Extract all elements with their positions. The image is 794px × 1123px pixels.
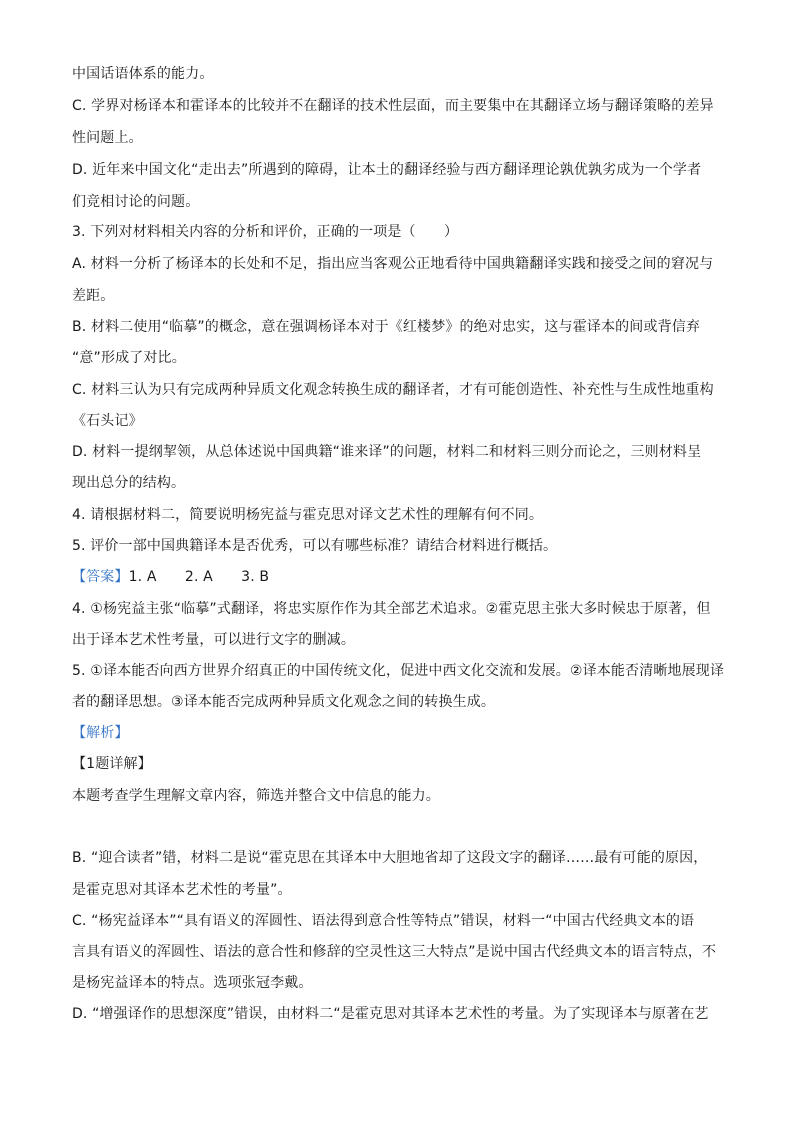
text-line: 差距。 bbox=[72, 288, 115, 304]
option-b-line: B. 材料二使用“临摹”的概念，意在强调杨译本对于《红楼梦》的绝对忠实，这与霍译本的间或背信弃 bbox=[72, 319, 701, 335]
text-line: 性问题上。 bbox=[72, 130, 143, 146]
answer-4-line: 4. ①杨宪益主张“临摹”式翻译，将忠实原作作为其全部艺术追求。②霍克思主张大多时候忠于原著，但 bbox=[72, 601, 711, 617]
text-line: “意”形成了对比。 bbox=[72, 350, 186, 366]
answer-label: 【答案】 bbox=[72, 569, 129, 585]
question-3: 3. 下列对材料相关内容的分析和评价，正确的一项是（ ） bbox=[72, 224, 459, 240]
text-line: 本题考查学生理解文章内容，筛选并整合文中信息的能力。 bbox=[72, 788, 440, 804]
text-line: 们竞相讨论的问题。 bbox=[72, 194, 200, 210]
analysis-b-line: B. “迎合读者”错，材料二是说“霍克思在其译本中大胆地省却了这段文字的翻译……最有可能的原因， bbox=[72, 850, 708, 866]
answer-choices: 1. A 2. A 3. B bbox=[128, 569, 270, 585]
analysis-d-line: D. “增强译作的思想深度”错误，由材料二“是霍克思对其译本艺术性的考量。为了实现译本与原著在艺 bbox=[72, 1006, 709, 1022]
text-line: 《石头记》 bbox=[72, 413, 143, 429]
option-d-line: D. 近年来中国文化“走出去”所遇到的障碍，让本土的翻译经验与西方翻译理论孰优孰劣成为一个学者 bbox=[72, 162, 702, 178]
answer-5-line: 5. ①译本能否向西方世界介绍真正的中国传统文化，促进中西文化交流和发展。②译本能否清晰地展现译 bbox=[72, 663, 725, 679]
option-c-line: C. 学界对杨译本和霍译本的比较并不在翻译的技术性层面，而主要集中在其翻译立场与翻译策略的差异 bbox=[72, 98, 714, 114]
text-line: 出于译本艺术性考量，可以进行文字的删减。 bbox=[72, 632, 355, 648]
text-line: 者的翻译思想。③译本能否完成两种异质文化观念之间的转换生成。 bbox=[72, 694, 496, 710]
text-line: 是杨宪益译本的特点。选项张冠李戴。 bbox=[72, 975, 313, 991]
text-line: 是霍克思对其译本艺术性的考量”。 bbox=[72, 882, 292, 898]
sub-heading: 【1题详解】 bbox=[72, 756, 152, 772]
analysis-c-line: C. “杨宪益译本”“具有语义的浑圆性、语法得到意合性等特点”错误，材料一“中国古代经典文本的语 bbox=[72, 913, 695, 929]
option-a-line: A. 材料一分析了杨译本的长处和不足，指出应当客观公正地看待中国典籍翻译实践和接受之间的窘况与 bbox=[72, 256, 714, 272]
question-5: 5. 评价一部中国典籍译本是否优秀，可以有哪些标准？请结合材料进行概括。 bbox=[72, 538, 558, 554]
text-line: 言具有语义的浑圆性、语法的意合性和修辞的空灵性这三大特点”是说中国古代经典文本的语言特点，不 bbox=[72, 944, 717, 960]
text-line: 中国话语体系的能力。 bbox=[72, 66, 214, 82]
question-4: 4. 请根据材料二，简要说明杨宪益与霍克思对译文艺术性的理解有何不同。 bbox=[72, 507, 544, 523]
answer-line bbox=[72, 567, 269, 587]
text-line: 现出总分的结构。 bbox=[72, 475, 186, 491]
analysis-label: 【解析】 bbox=[72, 725, 129, 741]
option-c-line: C. 材料三认为只有完成两种异质文化观念转换生成的翻译者，才有可能创造性、补充性与生成性地重构 bbox=[72, 382, 714, 398]
option-d-line: D. 材料一提纲挈领，从总体述说中国典籍“谁来译”的问题，材料二和材料三则分而论之，三则材料呈 bbox=[72, 444, 702, 460]
